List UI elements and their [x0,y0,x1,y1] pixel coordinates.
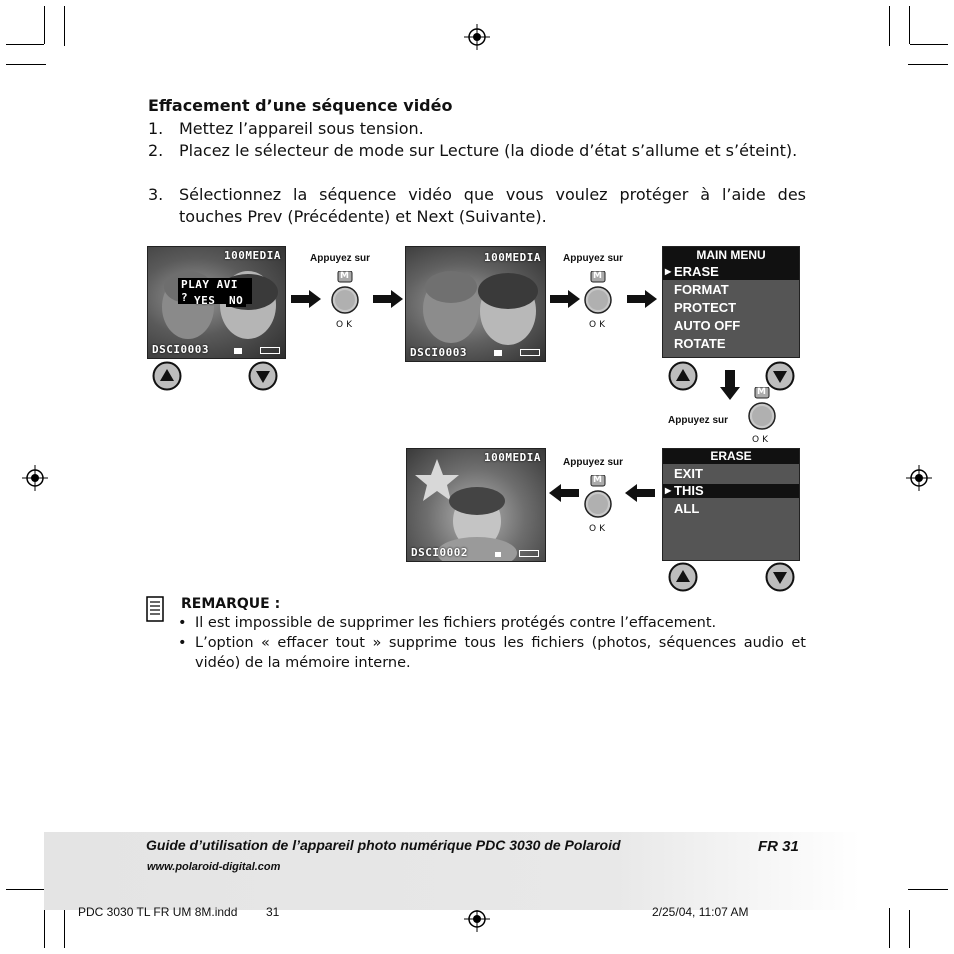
step-1 [148,118,806,140]
play-prompt-text: PLAY AVI ? [178,278,252,304]
camera-screen-playback [405,246,546,362]
down-button[interactable] [765,562,795,592]
m-label: M [340,271,349,281]
menu-title: ERASE [663,449,799,464]
slug-date: 2/25/04, 11:07 AM [652,905,749,919]
ok-label: OK [589,524,608,534]
folder-label: 100MEDIA [224,249,281,262]
step-2 [148,140,806,162]
menu-item-rotate[interactable]: ROTATE [674,336,726,351]
m-label: M [593,475,602,485]
step-text: Placez le sélecteur de mode sur Lecture (la diode d’état s’allume et s’éteint). [179,141,798,160]
crop-mark [64,908,65,948]
caret-right-icon: ▶ [665,486,672,495]
erase-menu-screen [662,448,800,561]
arrow-left-icon [549,484,579,502]
crop-mark [909,910,910,948]
menu-item-format[interactable]: FORMAT [674,282,729,297]
page-number: FR 31 [758,838,799,855]
press-label: Appuyez sur [310,253,371,264]
play-prompt-dialog [178,278,252,308]
bullet-text: Il est impossible de supprimer les fichiers protégés contre l’effacement. [195,615,717,631]
step-text: Sélectionnez la séquence vidéo que vous voulez protéger à l’aide des touches Prev (Précédente) et Next (Suivante). [179,185,806,226]
crop-mark [6,64,46,65]
bullet-text: L’option « effacer tout » supprime tous les fichiers (photos, séquences audio et vidéo) de la mémoire interne. [195,635,806,671]
menu-item-auto-off[interactable]: AUTO OFF [674,318,741,333]
crop-mark [6,889,46,890]
photo-placeholder-icon [406,247,545,361]
press-label: Appuyez sur [563,253,624,264]
lock-icon [234,348,242,354]
step-number: 1. [148,119,164,138]
registration-mark-icon [464,24,490,50]
crop-mark [6,44,44,45]
slug-file-name: PDC 3030 TL FR UM 8M.indd [78,905,238,919]
caret-right-icon: ▶ [665,267,672,276]
next-button[interactable] [248,361,278,391]
main-menu-screen [662,246,800,358]
menu-item-protect[interactable]: PROTECT [674,300,737,315]
arrow-right-icon [627,290,657,308]
note-icon [146,596,164,622]
menu-item-erase[interactable]: ▶ ERASE [663,264,799,280]
slug-page: 31 [266,905,280,919]
press-label: Appuyez sur [563,457,624,468]
step-number: 3. [148,185,164,204]
battery-icon [260,347,280,354]
registration-mark-icon [906,465,932,491]
up-button[interactable] [668,562,698,592]
folder-label: 100MEDIA [484,451,541,464]
step-3 [148,184,806,228]
bullet-dot: • [178,635,187,651]
file-name-label: DSCI0003 [410,346,467,359]
camera-screen-next-file [406,448,546,562]
arrow-right-icon [291,290,321,308]
battery-icon [519,550,539,557]
no-option: NO [226,294,246,307]
camera-screen-play-prompt [147,246,286,359]
ok-label: OK [589,320,608,330]
lock-icon [494,350,502,356]
ok-label: OK [752,435,771,445]
step-number: 2. [148,141,164,160]
up-button[interactable] [668,361,698,391]
crop-mark [44,910,45,948]
bullet-dot: • [178,615,187,631]
crop-mark [910,44,948,45]
registration-mark-icon [22,465,48,491]
menu-item-exit[interactable]: EXIT [674,466,703,481]
arrow-down-icon [720,370,740,400]
step-text: Mettez l’appareil sous tension. [179,119,424,138]
note-bullet [178,613,806,633]
crop-mark [889,908,890,948]
m-label: M [757,387,766,397]
arrow-right-icon [550,290,580,308]
footer-url[interactable]: www.polaroid-digital.com [147,861,281,873]
footer-title: Guide d’utilisation de l’appareil photo numérique PDC 3030 de Polaroid [146,837,621,853]
photo-placeholder-icon [407,449,545,561]
arrow-left-icon [625,484,655,502]
prev-button[interactable] [152,361,182,391]
lock-icon [495,552,501,557]
file-name-label: DSCI0002 [411,546,468,559]
press-label: Appuyez sur [668,415,729,426]
menu-title: MAIN MENU [663,247,799,264]
crop-mark [44,6,45,44]
crop-mark [64,6,65,46]
arrow-right-icon [373,290,403,308]
menu-item-all[interactable]: ALL [674,501,700,516]
menu-item-this[interactable]: ▶ THIS [663,484,799,498]
ok-label: OK [336,320,355,330]
section-heading: Effacement d’une séquence vidéo [148,96,453,115]
battery-icon [520,349,540,356]
yes-option: YES [194,294,216,307]
folder-label: 100MEDIA [484,251,541,264]
crop-mark [908,64,948,65]
file-name-label: DSCI0003 [152,343,209,356]
crop-mark [889,6,890,46]
crop-mark [909,6,910,44]
note-title: REMARQUE : [181,596,281,612]
m-label: M [593,271,602,281]
crop-mark [908,889,948,890]
note-bullet [178,633,806,673]
